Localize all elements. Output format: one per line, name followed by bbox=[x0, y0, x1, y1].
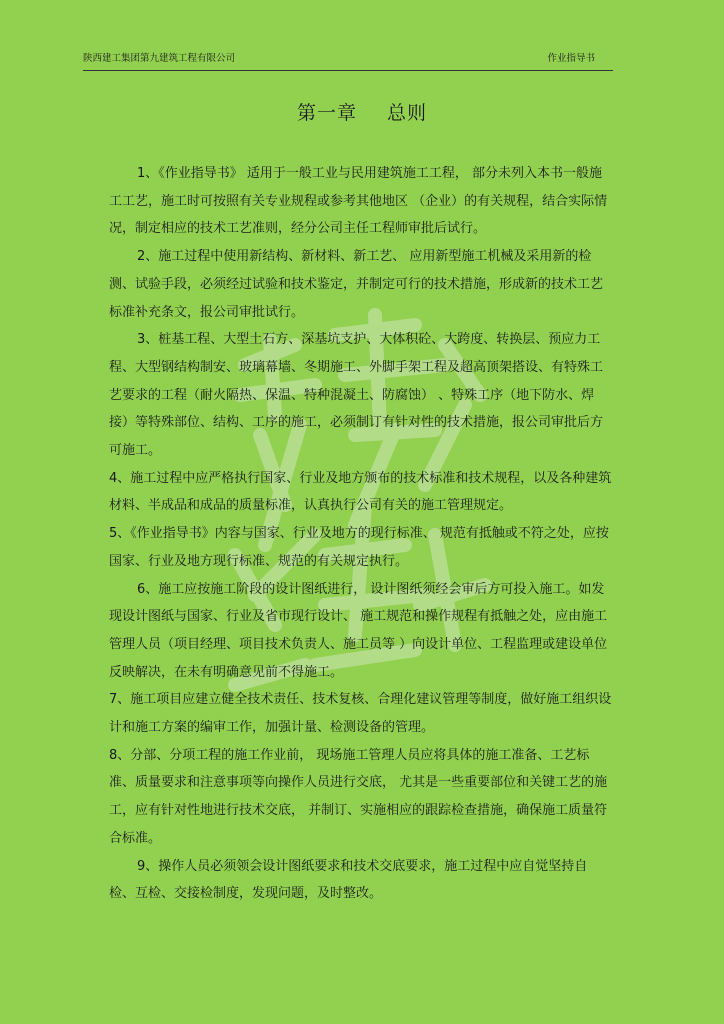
page-header bbox=[83, 52, 613, 71]
paragraph-8: 8、分部、分项工程的施工作业前， 现场施工管理人员应将具体的施工准备、工艺标准、质量要求和注意事项等向操作人员进行交底， 尤其是一些重要部位和关键工艺的施工，应有针对性地进行技术交底， 并制订、实施相应的跟踪检查措施，确保施工质量符合标准。 bbox=[109, 747, 608, 846]
company-name: 陕西建工集团第九建筑工程有限公司 bbox=[83, 53, 236, 64]
chapter-name: 总则 bbox=[387, 102, 428, 124]
paragraph-9: 9、操作人员必须领会设计图纸要求和技术交底要求，施工过程中应自觉坚持自检、互检、交接检制度，发现问题，及时整改。 bbox=[109, 858, 588, 902]
document-type: 作业指导书 bbox=[547, 53, 595, 64]
chapter-title bbox=[0, 98, 724, 125]
chapter-number: 第一章 bbox=[296, 102, 357, 124]
paragraph-2: 2、施工过程中使用新结构、新材料、新工艺、 应用新型施工机械及采用新的检测、试验手段，必须经过试验和技术鉴定，并制定可行的技术措施，形成新的技术工艺标准补充条文，报公司审批试行。 bbox=[109, 249, 604, 320]
document-body bbox=[109, 160, 613, 908]
paragraph-7: 7、施工项目应建立健全技术责任、技术复核、合理化建议管理等制度，做好施工组织设计和施工方案的编审工作，加强计量、检测设备的管理。 bbox=[109, 692, 612, 736]
paragraph-1: 1、《作业指导书》 适用于一般工业与民用建筑施工工程， 部分未列入本书一般施工工艺，施工时可按照有关专业规程或参考其他地区 （企业）的有关规程，结合实际情况，制定相应的技术工艺准则，经分公司主任工程师审批后试行。 bbox=[109, 166, 608, 237]
paragraph-4: 4、施工过程中应严格执行国家、行业及地方颁布的技术标准和技术规程，以及各种建筑材料、半成品和成品的质量标准，认真执行公司有关的施工管理规定。 bbox=[109, 470, 612, 514]
paragraph-6: 6、施工应按施工阶段的设计图纸进行， 设计图纸须经会审后方可投入施工。如发现设计图纸与国家、行业及省市现行设计、 施工规范和操作规程有抵触之处，应由施工管理人员（项目经理、项目技术负责人、施工员等 ）向设计单位、工程监理或建设单位反映解决，在未有明确意见前不得施工。 bbox=[109, 581, 608, 680]
paragraph-3: 3、桩基工程、大型土石方、深基坑支护、大体积砼、大跨度、转换层、预应力工程、大型钢结构制安、玻璃幕墙、冬期施工、外脚手架工程及超高顶架搭设、有特殊工艺要求的工程（耐火隔热、保温、特种混凝土、防腐蚀） 、特殊工序（地下防水、焊接）等特殊部位、结构、工序的施工，必须制订有针对性的技术措施，报公司审批后方可施工。 bbox=[109, 332, 604, 459]
paragraph-5: 5、《作业指导书》内容与国家、行业及地方的现行标准、 规范有抵触或不符之处，应按国家、行业及地方现行标准、规范的有关规定执行。 bbox=[109, 526, 609, 569]
